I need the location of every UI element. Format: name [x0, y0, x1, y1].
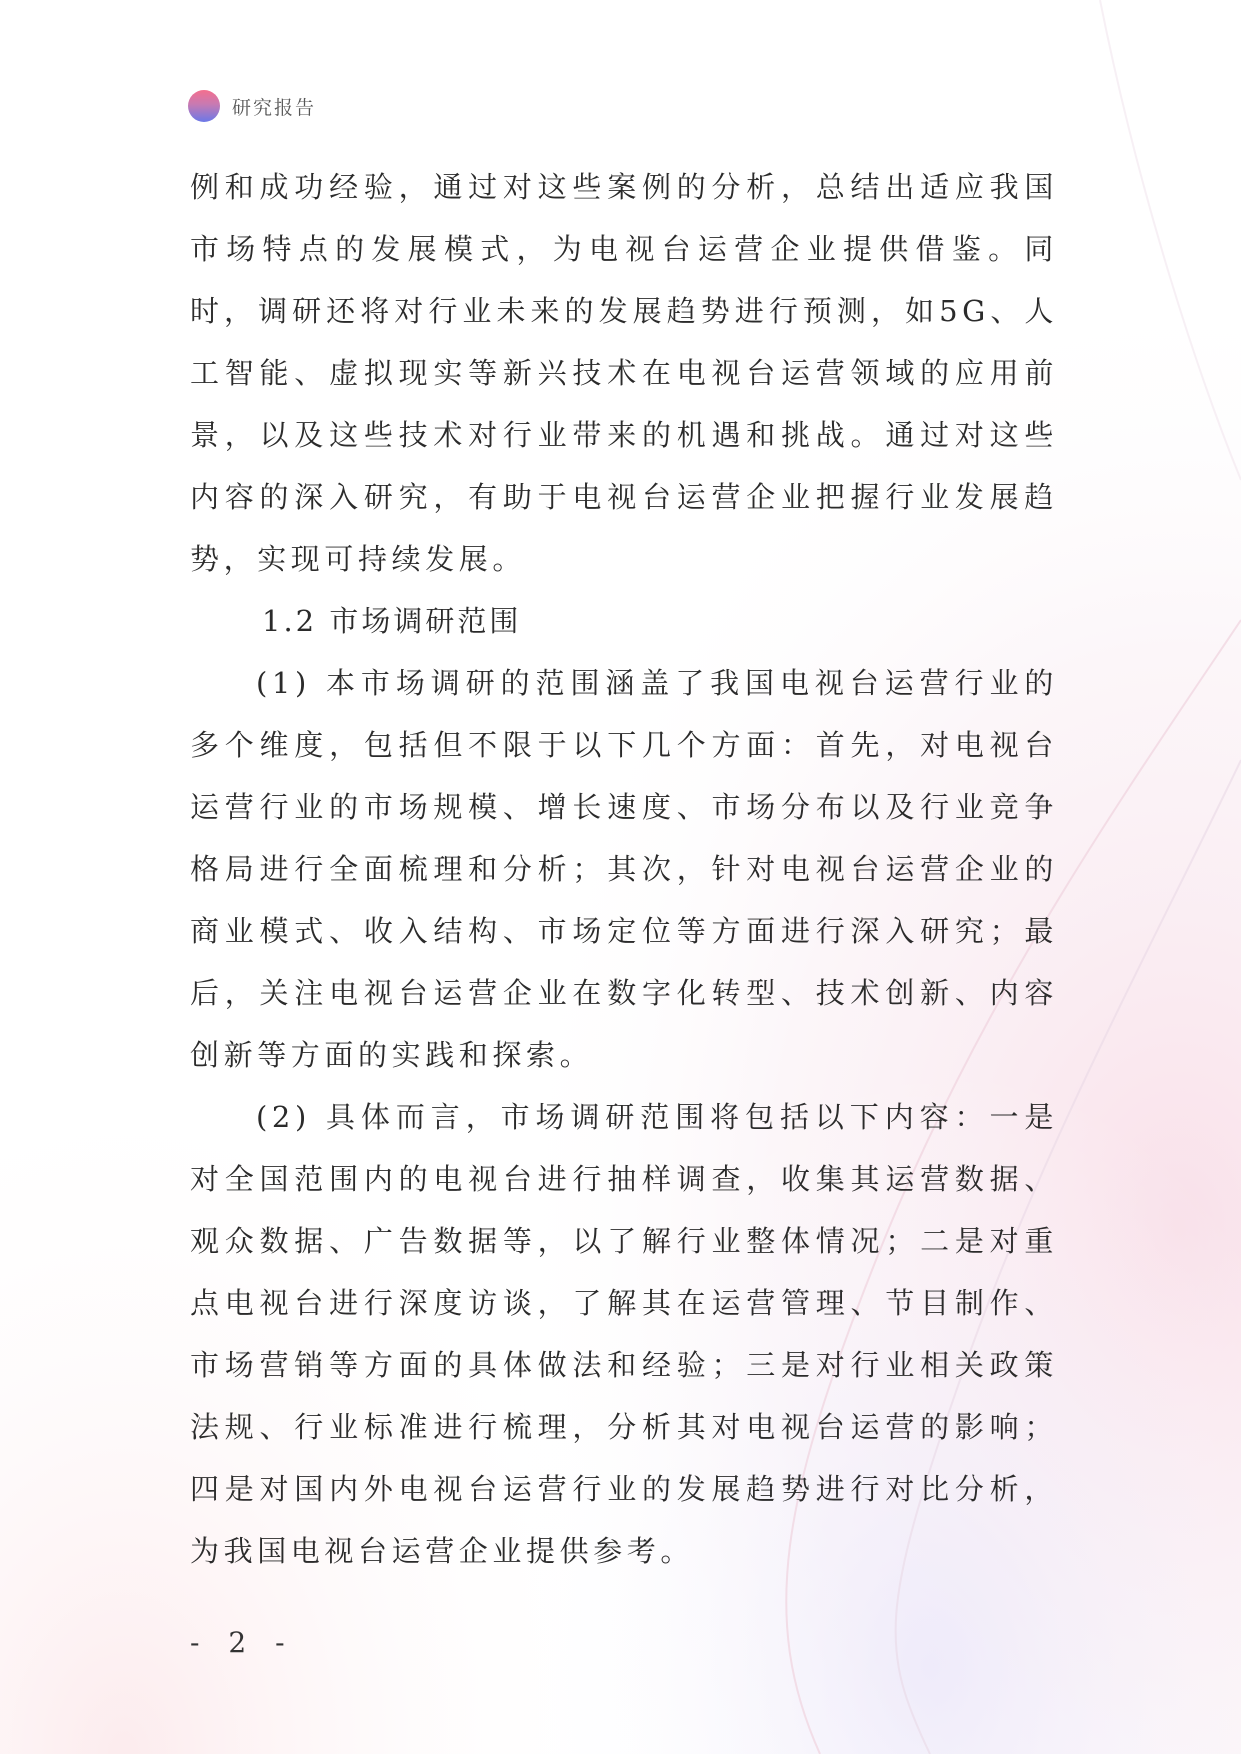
report-header-title: 研究报告	[232, 96, 317, 119]
paragraph-scope-1: (1) 本市场调研的范围涵盖了我国电视台运营行业的多个维度，包括但不限于以下几个方面：首先，对电视台运营行业的市场规模、增长速度、市场分布以及行业竞争格局进行全面梳理和分析；其次，针对电视台运营企业的商业模式、收入结构、市场定位等方面进行深入研究；最后，关注电视台运营企业在数字化转型、技术创新、内容创新等方面的实践和探索。	[190, 666, 1058, 1072]
paragraph-continuation: 例和成功经验，通过对这些案例的分析，总结出适应我国市场特点的发展模式，为电视台运营企业提供借鉴。同时，调研还将对行业未来的发展趋势进行预测，如5G、人工智能、虚拟现实等新兴技术在电视台运营领域的应用前景，以及这些技术对行业带来的机遇和挑战。通过对这些内容的深入研究，有助于电视台运营企业把握行业发展趋势，实现可持续发展。	[190, 170, 1058, 576]
page-number: - 2 -	[190, 1626, 295, 1659]
section-heading: 1.2 市场调研范围	[262, 604, 522, 638]
document-body	[190, 156, 1058, 1582]
report-logo-icon	[188, 90, 220, 122]
paragraph-scope-2: (2) 具体而言，市场调研范围将包括以下内容：一是对全国范围内的电视台进行抽样调查，收集其运营数据、观众数据、广告数据等，以了解行业整体情况；二是对重点电视台进行深度访谈，了解其在运营管理、节目制作、市场营销等方面的具体做法和经验；三是对行业相关政策法规、行业标准进行梳理，分析其对电视台运营的影响；四是对国内外电视台运营行业的发展趋势进行对比分析，为我国电视台运营企业提供参考。	[190, 1100, 1058, 1568]
report-header	[188, 89, 316, 123]
